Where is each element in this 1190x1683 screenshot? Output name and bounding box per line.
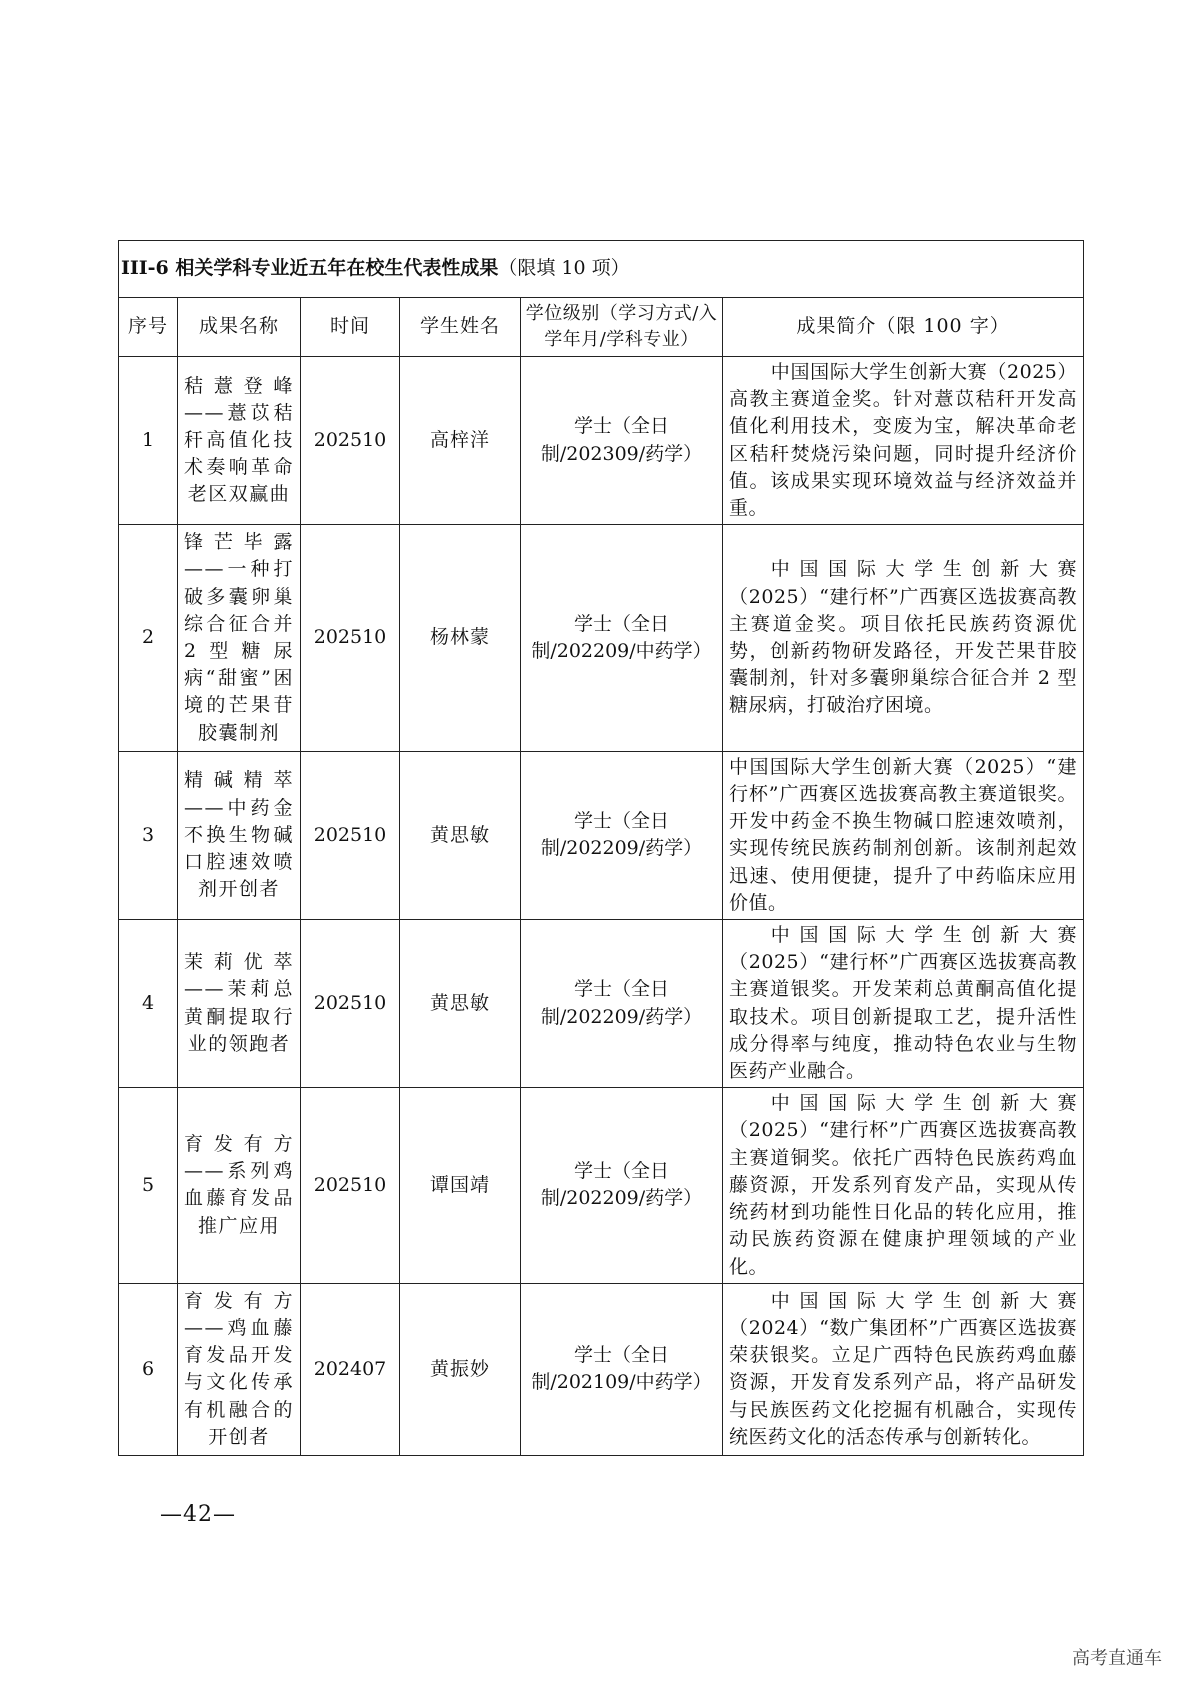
row-student: 黄思敏 xyxy=(400,751,521,919)
row-desc: 中国国际大学生创新大赛（2024）“数广集团杯”广西赛区选拔赛荣获银奖。立足广西特色民族药鸡血藤资源，开发育发系列产品，将产品研发与民族医药文化挖掘有机融合，实现传统医药文化的活态传承与创新转化。 xyxy=(723,1283,1084,1455)
header-index: 序号 xyxy=(119,298,178,357)
table-title xyxy=(119,241,1084,298)
table-header-row xyxy=(119,298,1084,357)
table-row xyxy=(119,751,1084,919)
table-row xyxy=(119,525,1084,752)
page-number: —42— xyxy=(160,1502,236,1527)
row-desc: 中国国际大学生创新大赛（2025）“建行杯”广西赛区选拔赛高教主赛道金奖。项目依托民族药资源优势，创新药物研发路径，开发芒果苷胶囊制剂，针对多囊卵巢综合征合并 2 型糖尿病，打破治疗困境。 xyxy=(723,525,1084,752)
row-degree: 学士（全日制/202209/药学） xyxy=(521,751,723,919)
row-degree: 学士（全日制/202109/中药学） xyxy=(521,1283,723,1455)
row-name: 精碱精萃——中药金不换生物碱口腔速效喷剂开创者 xyxy=(184,769,294,901)
row-index: 2 xyxy=(119,525,178,752)
row-desc: 中国国际大学生创新大赛（2025）“建行杯”广西赛区选拔赛高教主赛道银奖。开发中药金不换生物碱口腔速效喷剂，实现传统民族药制剂创新。该制剂起效迅速、使用便捷，提升了中药临床应用价值。 xyxy=(723,751,1084,919)
table-title-note: （限填 10 项） xyxy=(498,257,630,280)
header-degree: 学位级别（学习方式/入学年月/学科专业） xyxy=(521,298,723,357)
row-time: 202510 xyxy=(301,357,400,525)
row-index: 4 xyxy=(119,920,178,1088)
achievements-table xyxy=(118,240,1084,1456)
table-row xyxy=(119,357,1084,525)
table-row xyxy=(119,920,1084,1088)
header-name: 成果名称 xyxy=(178,298,301,357)
row-index: 5 xyxy=(119,1088,178,1283)
header-time: 时间 xyxy=(301,298,400,357)
table-row xyxy=(119,1283,1084,1455)
row-desc: 中国国际大学生创新大赛（2025）“建行杯”广西赛区选拔赛高教主赛道铜奖。依托广西特色民族药鸡血藤资源，开发系列育发产品，实现从传统药材到功能性日化品的转化应用，推动民族药资源在健康护理领域的产业化。 xyxy=(723,1088,1084,1283)
row-student: 杨林蒙 xyxy=(400,525,521,752)
row-degree: 学士（全日制/202209/中药学） xyxy=(521,525,723,752)
row-degree: 学士（全日制/202209/药学） xyxy=(521,920,723,1088)
row-desc: 中国国际大学生创新大赛（2025）高教主赛道金奖。针对薏苡秸秆开发高值化利用技术，变废为宝，解决革命老区秸秆焚烧污染问题，同时提升经济价值。该成果实现环境效益与经济效益并重。 xyxy=(723,357,1084,525)
watermark-text: 高考直通车 xyxy=(1072,1648,1162,1669)
row-name: 育发有方——鸡血藤育发品开发与文化传承有机融合的开创者 xyxy=(184,1289,294,1448)
row-index: 3 xyxy=(119,751,178,919)
row-degree: 学士（全日制/202209/药学） xyxy=(521,1088,723,1283)
header-desc: 成果简介（限 100 字） xyxy=(723,298,1084,357)
table-title-main: III-6 相关学科专业近五年在校生代表性成果 xyxy=(121,257,499,280)
row-time: 202407 xyxy=(301,1283,400,1455)
row-student: 黄振妙 xyxy=(400,1283,521,1455)
row-name: 锋芒毕露——一种打破多囊卵巢综合征合并2型糖尿病“甜蜜”困境的芒果苷胶囊制剂 xyxy=(184,531,294,744)
header-student: 学生姓名 xyxy=(400,298,521,357)
row-index: 1 xyxy=(119,357,178,525)
row-student: 高梓洋 xyxy=(400,357,521,525)
row-name: 育发有方——系列鸡血藤育发品推广应用 xyxy=(184,1133,294,1237)
row-student: 黄思敏 xyxy=(400,920,521,1088)
table-row xyxy=(119,1088,1084,1283)
row-desc: 中国国际大学生创新大赛（2025）“建行杯”广西赛区选拔赛高教主赛道银奖。开发茉莉总黄酮高值化提取技术。项目创新提取工艺，提升活性成分得率与纯度，推动特色农业与生物医药产业融合。 xyxy=(723,920,1084,1088)
row-name: 茉莉优萃——茉莉总黄酮提取行业的领跑者 xyxy=(184,951,294,1055)
row-time: 202510 xyxy=(301,920,400,1088)
row-name: 秸薏登峰——薏苡秸秆高值化技术奏响革命老区双赢曲 xyxy=(184,374,294,506)
row-time: 202510 xyxy=(301,525,400,752)
row-student: 谭国靖 xyxy=(400,1088,521,1283)
row-time: 202510 xyxy=(301,1088,400,1283)
row-time: 202510 xyxy=(301,751,400,919)
row-index: 6 xyxy=(119,1283,178,1455)
row-degree: 学士（全日制/202309/药学） xyxy=(521,357,723,525)
